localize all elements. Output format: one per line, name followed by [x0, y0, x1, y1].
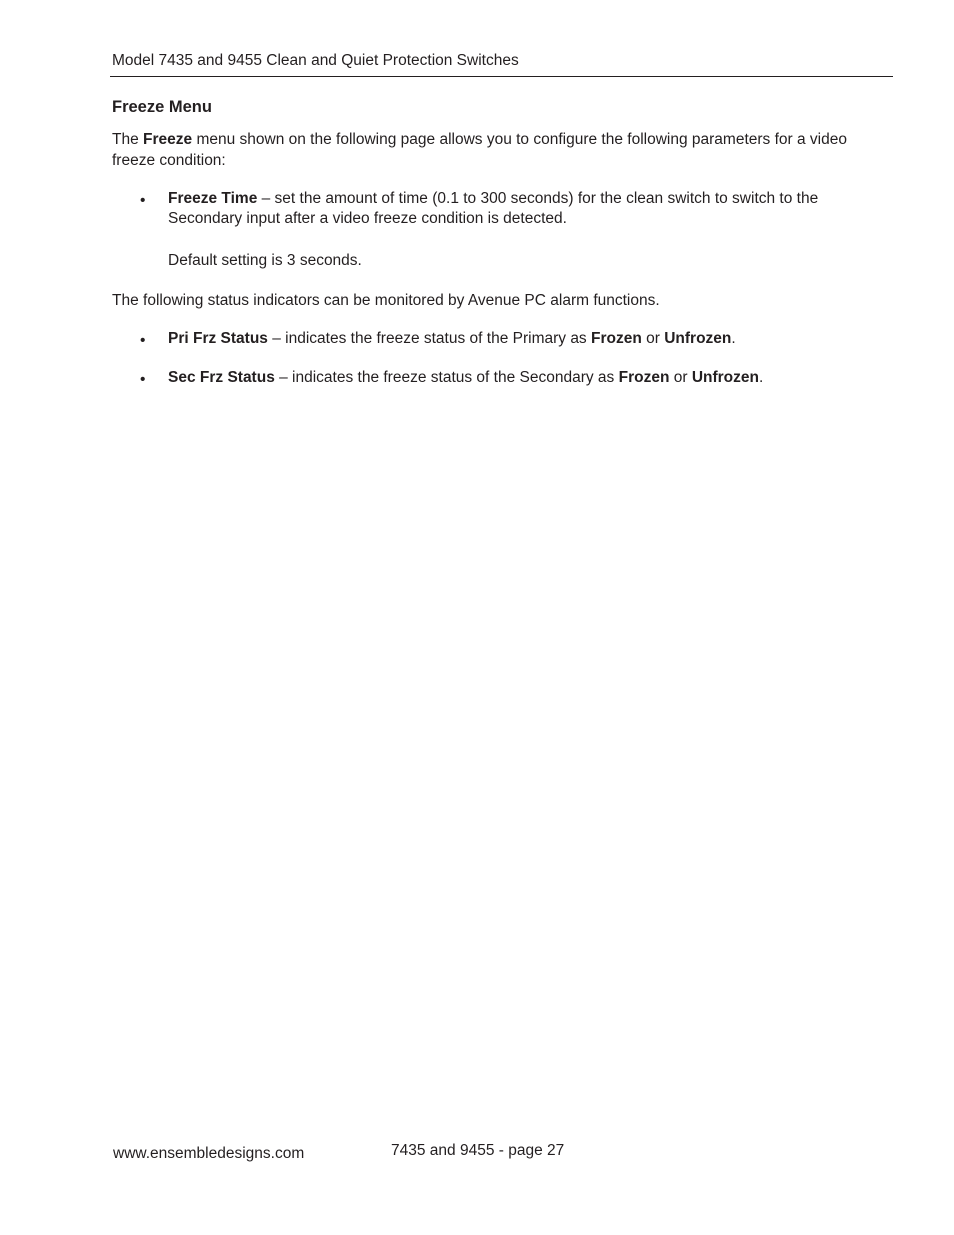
running-header: Model 7435 and 9455 Clean and Quiet Protection Switches: [112, 52, 519, 69]
status-term: Pri Frz Status: [168, 330, 268, 347]
intro-post: menu shown on the following page allows you to configure the following parameters for a video freeze condition:: [112, 131, 847, 169]
intro-bold-term: Freeze: [143, 131, 193, 148]
status-value-unfrozen: Unfrozen: [664, 330, 732, 347]
intro-paragraph: [112, 129, 852, 171]
footer-website: www.ensembledesigns.com: [113, 1145, 305, 1162]
status-value-frozen: Frozen: [591, 330, 642, 347]
status-value-frozen: Frozen: [618, 369, 670, 386]
header-divider: [110, 76, 893, 77]
status-value-unfrozen: Unfrozen: [691, 369, 759, 386]
param-term: Freeze Time: [168, 190, 258, 207]
param-default-note: Default setting is 3 seconds.: [168, 252, 362, 269]
status-item-sec: [168, 368, 858, 388]
status-end: .: [731, 330, 736, 347]
bullet-marker: •: [140, 192, 146, 209]
status-end: .: [759, 369, 764, 386]
status-or: or: [641, 330, 665, 347]
intro-pre: The: [112, 131, 144, 148]
footer-page-number: 7435 and 9455 - page 27: [391, 1142, 565, 1159]
status-or: or: [669, 369, 692, 386]
status-term: Sec Frz Status: [168, 369, 275, 386]
bullet-marker: •: [140, 332, 146, 349]
bullet-marker: •: [140, 371, 146, 388]
param-desc: – set the amount of time (0.1 to 300 seconds) for the clean switch to switch to the Secondary input after a video freeze condition is detected.: [168, 190, 819, 227]
param-freeze-time: [168, 189, 858, 229]
section-title: Freeze Menu: [112, 98, 212, 116]
status-desc: – indicates the freeze status of the Primary as: [267, 330, 591, 347]
status-desc: – indicates the freeze status of the Secondary as: [274, 369, 619, 386]
status-item-pri: [168, 329, 858, 349]
status-intro: The following status indicators can be monitored by Avenue PC alarm functions.: [112, 292, 660, 309]
